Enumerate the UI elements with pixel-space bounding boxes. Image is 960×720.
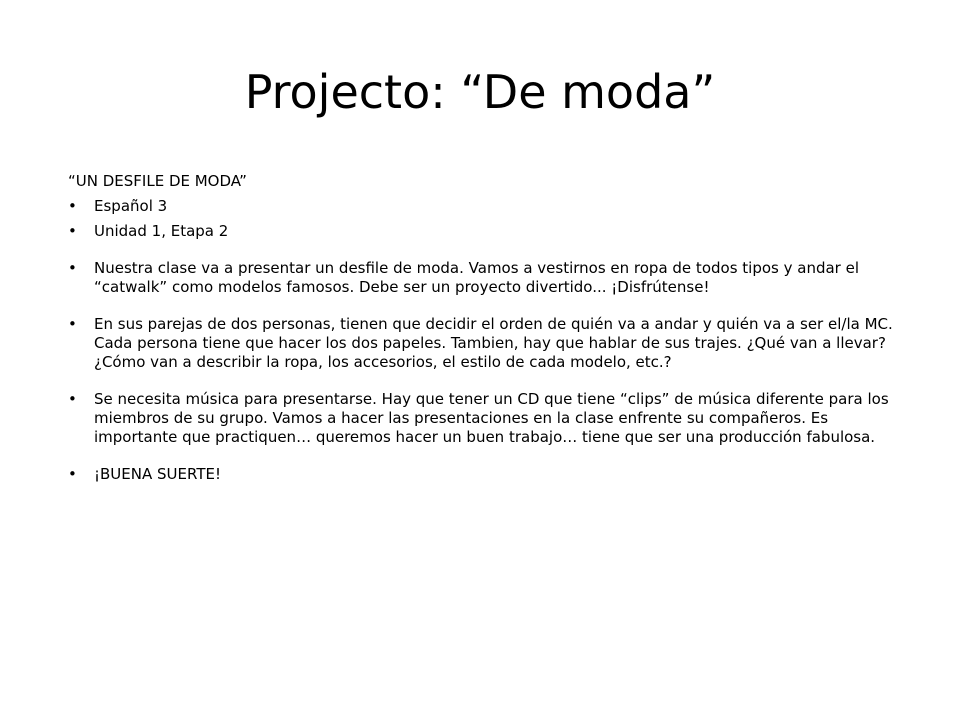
bullet-icon: • bbox=[68, 259, 77, 277]
bullet-text: Unidad 1, Etapa 2 bbox=[94, 222, 229, 240]
bullet-icon: • bbox=[68, 465, 77, 483]
bullet-item bbox=[68, 390, 904, 447]
bullet-item bbox=[68, 222, 904, 241]
bullet-text: Nuestra clase va a presentar un desfile de moda. Vamos a vestirnos en ropa de todos tipos y andar el “catwalk” como modelos famosos. Debe ser un proyecto divertido... ¡Disfrútense! bbox=[94, 259, 859, 296]
bullet-text: ¡BUENA SUERTE! bbox=[94, 465, 221, 483]
bullet-icon: • bbox=[68, 197, 77, 215]
bullet-text: En sus parejas de dos personas, tienen que decidir el orden de quién va a andar y quién va a ser el/la MC. Cada persona tiene que hacer los dos papeles. Tambien, hay que hablar de sus trajes. ¿Qué van a llevar? ¿Cómo van a describir la ropa, los accesorios, el estilo de cada modelo, etc.? bbox=[94, 315, 893, 371]
bullet-list bbox=[68, 197, 904, 484]
slide-body bbox=[68, 172, 904, 490]
slide-title: Projecto: “De moda” bbox=[244, 65, 716, 119]
bullet-icon: • bbox=[68, 222, 77, 240]
bullet-item bbox=[68, 197, 904, 216]
bullet-text: Se necesita música para presentarse. Hay que tener un CD que tiene “clips” de música diferente para los miembros de su grupo. Vamos a hacer las presentaciones en la clase enfrente su compañeros. Es importante que practiquen… queremos hacer un buen trabajo… tiene que ser una producción fabulosa. bbox=[94, 390, 889, 446]
bullet-item bbox=[68, 315, 904, 372]
bullet-text: Español 3 bbox=[94, 197, 168, 215]
bullet-icon: • bbox=[68, 390, 77, 408]
bullet-item bbox=[68, 259, 904, 297]
bullet-icon: • bbox=[68, 315, 77, 333]
intro-line: “UN DESFILE DE MODA” bbox=[68, 172, 247, 190]
bullet-item bbox=[68, 465, 904, 484]
